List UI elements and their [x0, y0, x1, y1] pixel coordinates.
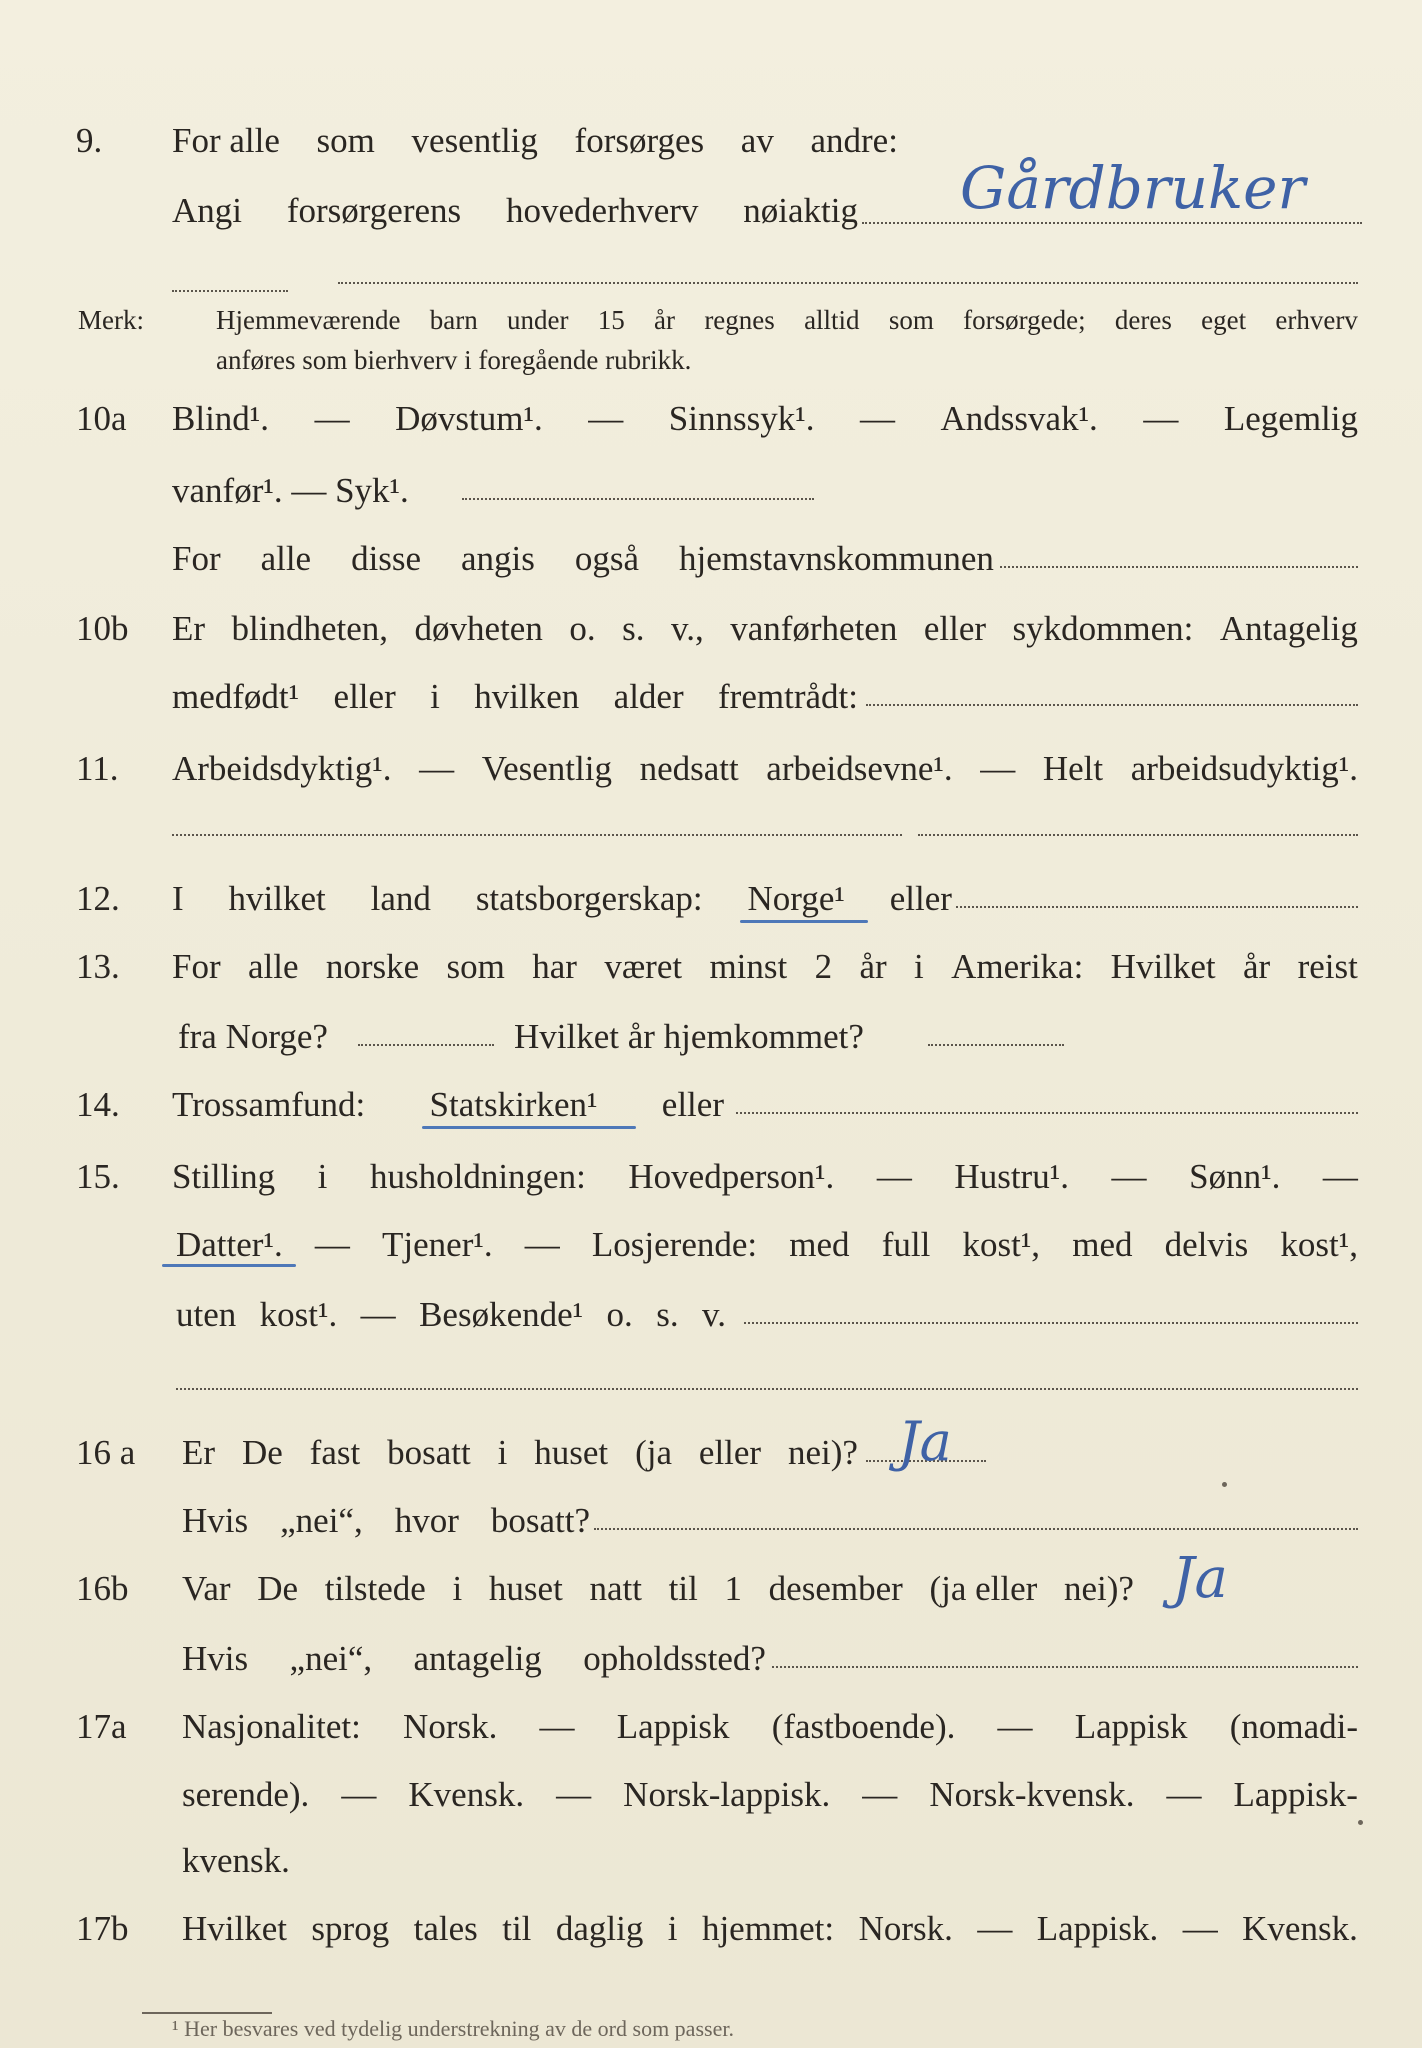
q13-number: 13.: [76, 947, 120, 986]
q16b-text2: Hvis „nei“, antagelig opholdssted?: [182, 1639, 766, 1678]
q13-text1: For alle norske som har været minst 2 år i Amerika: Hvilket år reist: [172, 947, 1358, 986]
q14-number: 14.: [76, 1085, 120, 1124]
q11-blank-line-a[interactable]: [172, 834, 902, 836]
q16b-number: 16b: [76, 1569, 129, 1608]
q10b-number: 10b: [76, 609, 129, 648]
q16a-text2: Hvis „nei“, hvor bosatt?: [182, 1501, 590, 1540]
q15-blank-line[interactable]: [176, 1388, 1358, 1390]
q10a-text2: vanfør¹. — Syk¹.: [172, 471, 409, 510]
q10a-hjemstavn-line[interactable]: [1000, 566, 1358, 568]
q17a-text1: Nasjonalitet: Norsk. — Lappisk (fastboende). — Lappisk (nomadi-: [182, 1707, 1358, 1746]
q16b-opholdssted-line[interactable]: [772, 1666, 1358, 1668]
q17a-line3: [0, 1836, 1422, 1886]
q15-answer-line[interactable]: [744, 1322, 1358, 1324]
q9-text2: Angi forsørgerens hovederhverv nøiaktig: [172, 191, 858, 230]
q9-blank-line-a: [172, 290, 288, 292]
q10a-line3: [0, 534, 1422, 584]
q16b-line2: [0, 1634, 1422, 1684]
q13-reist-line[interactable]: [358, 1044, 494, 1046]
q17a-text3: kvensk.: [182, 1841, 290, 1880]
q15-number: 15.: [76, 1157, 120, 1196]
footnote-rule: [142, 2012, 272, 2014]
q16b-answer-handwritten: Ja: [1172, 1546, 1228, 1611]
q12-line1: [0, 874, 1422, 924]
q10b-text1: Er blindheten, døvheten o. s. v., vanførheten eller sykdommen: Antagelig: [172, 609, 1358, 648]
q17b-line1: [0, 1904, 1422, 1954]
q13-text2b: Hvilket år hjemkommet?: [514, 1017, 864, 1056]
q16b-text1: Var De tilstede i huset natt til 1 desember (ja eller nei)?: [182, 1569, 1134, 1608]
q15-datter-underline: [162, 1264, 296, 1267]
q15-text1: Stilling i husholdningen: Hovedperson¹. — Hustru¹. — Sønn¹. —: [172, 1157, 1358, 1196]
q14-text1: Trossamfund: Statskirken¹ eller: [172, 1085, 724, 1124]
q12-text1: I hvilket land statsborgerskap: Norge¹ eller: [172, 879, 952, 918]
q17a-line1: [0, 1702, 1422, 1752]
q13-line2: [0, 1012, 1422, 1062]
q10a-text1: Blind¹. — Døvstum¹. — Sinnssyk¹. — Andssvak¹. — Legemlig: [172, 399, 1358, 438]
q10b-line2: [0, 672, 1422, 722]
merk-text2: anføres som bierhverv i foregående rubrikk.: [216, 345, 692, 375]
q9-text1: For alle som vesentlig forsørges av andre:: [172, 121, 898, 160]
q15-text2: Datter¹. — Tjener¹. — Losjerende: med full kost¹, med delvis kost¹,: [176, 1225, 1358, 1264]
q10a-line1: [0, 394, 1422, 444]
q11-blank-line-b[interactable]: [918, 834, 1358, 836]
q10a-answer-line[interactable]: [462, 498, 814, 500]
speck: [1222, 1482, 1227, 1487]
q10a-line2: [0, 466, 1422, 516]
q11-line1: [0, 744, 1422, 794]
q10b-text2: medfødt¹ eller i hvilken alder fremtrådt:: [172, 677, 858, 716]
speck: [1358, 1820, 1363, 1825]
q16a-text1: Er De fast bosatt i huset (ja eller nei)?: [182, 1433, 858, 1472]
q16a-number: 16 a: [76, 1433, 136, 1472]
q13-text2a: fra Norge?: [178, 1017, 328, 1056]
q10b-line1: [0, 604, 1422, 654]
merk-line1: [0, 298, 1422, 342]
q14-answer-line[interactable]: [736, 1112, 1358, 1114]
q15-text3: uten kost¹. — Besøkende¹ o. s. v.: [176, 1295, 726, 1334]
q10b-answer-line[interactable]: [866, 704, 1358, 706]
q12-norge-underline: [740, 920, 868, 923]
merk-label: Merk:: [78, 305, 144, 335]
q13-line1: [0, 942, 1422, 992]
q12-number: 12.: [76, 879, 120, 918]
q17b-number: 17b: [76, 1909, 129, 1948]
q10a-number: 10a: [76, 399, 127, 438]
q9-number: 9.: [76, 121, 103, 160]
q16a-line1: [0, 1428, 1422, 1478]
q17a-text2: serende). — Kvensk. — Norsk-lappisk. — Norsk-kvensk. — Lappisk-: [182, 1775, 1358, 1814]
q12-answer-line[interactable]: [956, 906, 1358, 908]
q9-answer-handwritten: Gårdbruker: [960, 154, 1306, 222]
q17a-number: 17a: [76, 1707, 127, 1746]
q15-line3: [0, 1290, 1422, 1340]
q11-number: 11.: [76, 749, 119, 788]
q14-line1: [0, 1080, 1422, 1130]
merk-line2: [0, 338, 1422, 382]
merk-text1: Hjemmeværende barn under 15 år regnes alltid som forsørgede; deres eget erhverv: [216, 305, 1358, 335]
q16a-answer-handwritten: Ja: [898, 1410, 952, 1473]
q13-hjemkommet-line[interactable]: [928, 1044, 1064, 1046]
q15-line2: [0, 1220, 1422, 1270]
q9-answer-line[interactable]: [862, 222, 1362, 224]
q9-blank-line-b: [338, 282, 1358, 284]
q10a-text3: For alle disse angis også hjemstavnskommunen: [172, 539, 994, 578]
q17a-line2: [0, 1770, 1422, 1820]
q17b-text1: Hvilket sprog tales til daglig i hjemmet: Norsk. — Lappisk. — Kvensk.: [182, 1909, 1358, 1948]
q16a-bosatt-line[interactable]: [594, 1528, 1358, 1530]
q16a-line2: [0, 1496, 1422, 1546]
footnote: ¹ Her besvares ved tydelig understrekning av de ord som passer.: [172, 2016, 734, 2041]
q11-text1: Arbeidsdyktig¹. — Vesentlig nedsatt arbeidsevne¹. — Helt arbeidsudyktig¹.: [172, 749, 1358, 788]
q14-statskirken-underline: [422, 1126, 636, 1129]
q15-line1: [0, 1152, 1422, 1202]
